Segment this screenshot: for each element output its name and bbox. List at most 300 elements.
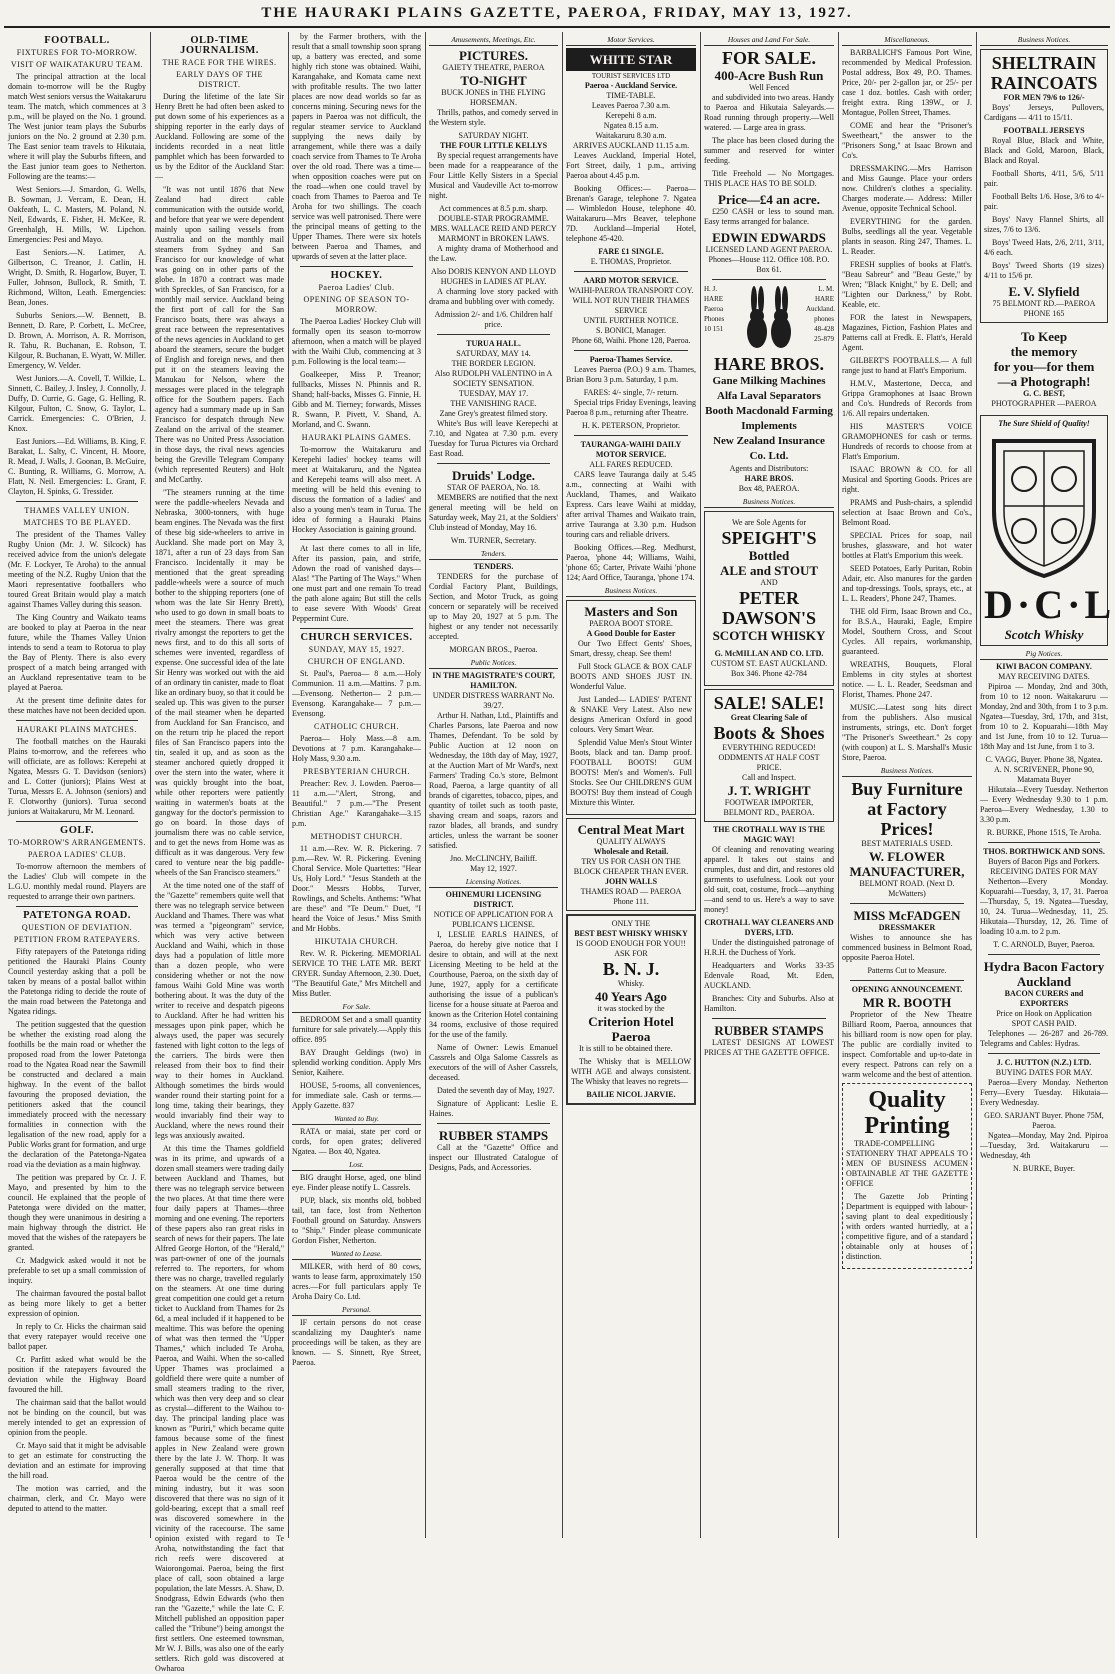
product: New Zealand Insurance Co. Ltd. bbox=[713, 435, 825, 462]
church-name: CHURCH OF ENGLAND. bbox=[307, 657, 406, 666]
meat-mart-phone: THAMES ROAD — PAEROA Phone 111. bbox=[580, 887, 682, 906]
sheltrain-name: SHELTRAIN RAINCOATS bbox=[990, 53, 1098, 93]
paragraph: Goalkeeper, Miss P. Treanor; fullbacks, Misses N. Phinnis and R. Shand; half-backs, Misses G. Finnie, H. Gibb and M. Tierney; forwards, Misses R. Swann, P. Pivett, V. Shand, A. Morland, and C. Swann. bbox=[292, 370, 421, 429]
product: Alfa Laval Separators bbox=[717, 390, 821, 402]
paragraph: Booking Offices:— Paeroa—Brenan's Garage, telephone 7. Ngatea — Wimbledon House, telephone 40. Waitakaruru—Mrs Beaver, telephone 7D. Auckland—Imperial Hotel, telephone 45-420. bbox=[566, 184, 696, 243]
act-title: THE FOUR LITTLE KELLYS bbox=[439, 141, 548, 150]
boots-heading: Boots & Shoes bbox=[713, 723, 825, 743]
signature: Jno. McCLINCHY, Bailiff. bbox=[449, 854, 538, 863]
divider bbox=[574, 435, 688, 436]
classified: BEDROOM Set and a small quantity furniture for sale privately.—Apply this office. 895 bbox=[292, 1015, 421, 1044]
subheading: VISIT OF WAIKATAKURU TEAM. bbox=[10, 60, 144, 69]
clearing: Great Clearing Sale of bbox=[730, 713, 808, 722]
price: Price—£4 an acre. bbox=[718, 192, 820, 207]
classified: MUSIC.—Latest song hits direct from the publishers. Also musical instruments, strings, etc. Don't forget "The Prisoner's Sweetheart." 2s copy (with coupon) at L. S. Marshall's Music Store, Paeroa. bbox=[842, 703, 972, 762]
signature: H. K. PETERSON, Proprietor. bbox=[582, 421, 680, 430]
timetable-row: Waitakaruru 8.30 a.m. bbox=[595, 131, 667, 140]
crothall-name: CROTHALL WAY CLEANERS AND DYERS, LTD. bbox=[704, 918, 834, 937]
dcl-sub: Scotch Whisky bbox=[1004, 627, 1084, 642]
fenced: Well Fenced bbox=[748, 83, 789, 92]
verse: At last there comes to all in life, After its passion, pain, and strife, Adown the road of vanished days— Alas! "The Parting of The Ways." When one must part and one remain To tread the path alone again; But still the cells to ease severe With Woods' Great Peppermint Cure. bbox=[292, 544, 421, 623]
paragraph: The principal attraction at the local domain to-morrow will be the Rugby match West seniors versus the Waitakaruru team. The match, which commences at 3 p.m., will be played on the No. 1 ground. The West junior team plays the Suburbs juniors on the No. 2 ground at 2.30 p.m. The East senior team travels to Hikutaia, where it will play the Suburbs fifteen, and the East junior team goes to Netherton. Following are the teams:— bbox=[8, 72, 146, 181]
signature: Wm. TURNER, Secretary. bbox=[450, 536, 537, 545]
classified: FOR the latest in Newspapers, Magazines, Fiction, Fashion Plates and Patterns call at Fredk. E. Flatt's, Herald Agent. bbox=[842, 313, 972, 352]
thames-heading: THAMES VALLEY UNION. bbox=[24, 506, 130, 515]
paragraph: East Seniors.—N. Latimer, A. Gilbertson, C. Treanor, J. Catlin, H. Wright, D. Smith, R. Hogarlow, Buyer, T. Fuller, Johnson, Bullock, R. Smith, T. Richmond, Wilton, Leath. Emergencies: Bean, Jones. bbox=[8, 248, 146, 307]
paragraph: Ngatea—Monday, May 2nd. Pipiroa—Tuesday, 3rd. Waitakaruru — Wednesday, 4th bbox=[980, 1131, 1108, 1160]
section-label: Business Notices. bbox=[704, 497, 834, 508]
church-times: Paeroa— Holy Mass.—8 a.m. Devotions at 7 p.m. Karangahake— Holy Mass, 9.30 a.m. bbox=[292, 734, 421, 763]
classified: SEED Potatoes, Early Puritan, Robin Adair, etc. Also manures for the garden and top-dressings. Tools, sprays, etc., at L. L. Readers', Phone 247, Thames. bbox=[842, 564, 972, 603]
paragraph: The King Country and Waikato teams are booked to play at Paeroa in the near future, while the Thames Valley Union intends to send a team to Rotorua to play the Bay of Plenty. There is also every prospect of a match being arranged with an Auckland representative team to be played at Paeroa. bbox=[8, 613, 146, 692]
church-times: Rev. W. R. Pickering. MEMORIAL SERVICE TO THE LATE MR. BERT CRYER. Sunday Afternoon, 2.30. Duet, "The Beautiful Gate," Mrs Mitchell and Miss Butler. bbox=[292, 949, 421, 998]
classified: H.M.V., Mastertone, Decca, and Grippa Gramophones at Isaac Brown and Co's. Hundreds of Records from 1/6. All repairs undertaken. bbox=[842, 379, 972, 418]
masters-name: Masters and Son bbox=[584, 604, 678, 619]
paragraph: The president of the Thames Valley Rugby Union (Mr. J. W. Silcock) has received advice from the union's delegate (Mr. F. Lockyer, Te Aroha) to the annual meeting of the N.Z. Rugby Union that the Maori representative footballers who toured Great Britain would play a match against Thames Valley during this season. bbox=[8, 530, 146, 609]
buyer: C. VAGG, Buyer. Phone 38, Ngatea. bbox=[985, 755, 1103, 764]
hare-brand: HARE BROS. bbox=[713, 354, 825, 374]
subheading: QUESTION OF DEVIATION. bbox=[21, 923, 133, 932]
divider bbox=[16, 906, 138, 907]
for-sale-heading: FOR SALE. bbox=[721, 48, 817, 68]
paragraph: Royal Blue, Black and White, Black and Gold, Maroon, Black, Black and Royal. bbox=[984, 136, 1104, 165]
fare: FARE £1 SINGLE. bbox=[598, 247, 664, 256]
tenders-heading: TENDERS. bbox=[473, 562, 514, 571]
aard-heading: AARD MOTOR SERVICE. bbox=[583, 276, 679, 285]
paragraph: Fifty ratepayers of the Patetonga riding petitioned the Hauraki Plains County Council yesterday asking that a poll be taken by means of a postal ballot within the Patetonga riding to decide the route of the main road between the Patetonga and Ngatea ridings. bbox=[8, 947, 146, 1016]
divider bbox=[988, 954, 1100, 955]
programme-label: DOUBLE-STAR PROGRAMME. bbox=[438, 214, 549, 223]
mcmillan: G. McMILLAN AND CO. LTD. bbox=[714, 649, 824, 658]
classified: THE old Firm, Isaac Brown and Co., for B.S.A., Hauraki, Eagle, Empire Model, Southern Cross, and Scout Cycles. All repairs, workmanship, guaranteed. bbox=[842, 607, 972, 656]
section-label: For Sale. bbox=[292, 1002, 421, 1013]
bnj-line: IS GOOD ENOUGH FOR YOU!! bbox=[576, 939, 686, 948]
signature: S. BONICI, Manager. bbox=[596, 326, 666, 335]
paragraph: To-morrow the Waitakaruru and Kerepehi ladies' hockey teams will meet at Waitakaruru, and the Ngatea and Kerepehi teams will also meet. A meeting will be held this evening to discuss the formation of a ladies' and also a young men's team in Turua. The idea of forming a Hauraki Plains Hockey Association is gaining ground. bbox=[292, 445, 421, 534]
film-desc: A charming love story packed with drama and bubbling over with comedy. bbox=[429, 287, 558, 306]
church-name: HIKUTAIA CHURCH. bbox=[314, 937, 399, 946]
quality-heading: Quality Printing bbox=[864, 1087, 950, 1139]
buyer: N. BURKE, Buyer. bbox=[1013, 1164, 1075, 1173]
dawson-name: PETER DAWSON'S bbox=[721, 588, 817, 628]
flower-addr: BELMONT ROAD. (Next D. McWatters) bbox=[859, 879, 955, 898]
classified: HOUSE, 5-rooms, all conveniences, for immediate sale. Cash or terms.—Apply Gazette. 837 bbox=[292, 1081, 421, 1110]
church-times: St. Paul's, Paeroa— 8 a.m.—Holy Communion. 11 a.m.—Mattins. 7 p.m.—Evensong. Netherton— 2 p.m.—Evensong. Karangahake— 7 p.m.—Evensong. bbox=[292, 669, 421, 718]
court-heading: IN THE MAGISTRATE'S COURT, HAMILTON. bbox=[432, 671, 555, 690]
notice: UNTIL FURTHER NOTICE. bbox=[583, 316, 679, 325]
column-rule bbox=[838, 32, 839, 1538]
bush-run: 400-Acre Bush Run bbox=[714, 68, 824, 83]
film-title: BUCK JONES in THE FLYING HORSEMAN. bbox=[441, 88, 546, 107]
paragraph: The place has been closed during the summer and reserved for winter feeding. bbox=[704, 136, 834, 165]
classified: IF certain persons do not cease scandalizing my Daughter's name proceedings will be taken, as they are known. — S. Sinnett, Rye Street, Paeroa. bbox=[292, 1318, 421, 1367]
paragraph: Full Stock GLACE & BOX CALF BOOTS AND SHOES JUST IN. Wonderful Value. bbox=[570, 662, 692, 691]
hare-contact: H. J. HARE Paeroa Phones 10 151 bbox=[704, 285, 725, 333]
paragraph: West Seniors.—J. Smardon, G. Wells, B. Sowman, J. Vercam, E. Dean, H. Oakfeath, L. C. Masters, M. Poland, N. Neil, Edwards, E. Fisher, H. McKee, R. Greenhalgh, H. Mills, W. Lipchon. Emergencies: Pesi and Mayo. bbox=[8, 185, 146, 244]
buyer: GEO. SARJANT Buyer. Phone 75M, Paeroa. bbox=[984, 1111, 1104, 1130]
paragraph: At the present time definite dates for these matches have not been decided upon. bbox=[8, 696, 146, 715]
divider bbox=[16, 821, 138, 822]
paragraph: Branches: City and Suburbs. Also at Hamilton. bbox=[704, 994, 834, 1013]
paragraph: Boys' Jerseys, Pullovers, Cardigans — 4/11 to 15/11. bbox=[984, 103, 1104, 122]
divider bbox=[574, 271, 688, 272]
divider bbox=[16, 501, 138, 502]
pictures-heading: PICTURES. bbox=[459, 48, 528, 63]
paragraph: The Gazette Job Printing Department is equipped with labour-saving plant to deal expeditiously with orders wanted hurriedly, at a competitive figure, and of a standard obtainable only at houses of distinction. bbox=[846, 1192, 968, 1261]
film-title: THE VANISHING RACE. bbox=[450, 399, 537, 408]
tonight-label: TO-NIGHT bbox=[460, 73, 527, 88]
timetable-heading: TIME-TABLE. bbox=[606, 91, 656, 100]
buyer: A. N. SCRIVENER, Phone 90, Matamata Buyer bbox=[993, 765, 1094, 784]
column-8 bbox=[980, 32, 1115, 1538]
classified: EVERYTHING for the garden. Bulbs, seedlings all the year. Vegetable plants in season. Ring 247, Thames. L. L. Reader. bbox=[842, 217, 972, 256]
hydra-cash: SPOT CASH PAID. bbox=[1011, 1019, 1077, 1028]
meat-mart-ad bbox=[566, 818, 696, 911]
kiwi-sub: MAY RECEIVING DATES. bbox=[998, 672, 1090, 681]
subheading: OPENING OF SEASON TO-MORROW. bbox=[303, 295, 410, 314]
film-title: Also RUDOLPH VALENTINO in A SOCIETY SENSATION. bbox=[434, 369, 553, 388]
column-6 bbox=[704, 32, 834, 1538]
paragraph: Under the distinguished patronage of H.R.H. the Duchess of York. bbox=[704, 938, 834, 957]
paragraph: The Whisky that is MELLOW WITH AGE and always consistent. The Whisky that leaves no regrets— bbox=[571, 1057, 691, 1086]
section-label: Personal. bbox=[292, 1305, 421, 1316]
masters-tag: A Good Double for Easter bbox=[586, 629, 676, 638]
divider bbox=[850, 980, 964, 981]
route: Paeroa - Auckland Service. bbox=[584, 81, 678, 90]
speights-line: AND bbox=[760, 578, 778, 587]
subheading: THE RACE FOR THE WIRES. bbox=[162, 58, 277, 67]
wright-ad bbox=[704, 689, 834, 822]
classified: COME and hear the "Prisoner's Sweetheart," the answer to the "Prisoners Song," at Isaac Brown and Co's. bbox=[842, 121, 972, 160]
paragraph: Booking Offices.—Reg. Medhurst, Paeroa, 'phone 44; Williams, Waihi, 'phone 65; Carter, Private Waihi 'phone 124; Aard Office, Tauranga, 'phone 174. bbox=[566, 543, 696, 582]
film-desc: Thrills, pathos, and comedy served in the Western style. bbox=[429, 108, 558, 127]
paragraph: £250 CASH or less to sound man. Easy terms arranged for balance. bbox=[704, 207, 834, 226]
paragraph: The football matches on the Hauraki Plains to-morrow, and the referees who will officiate, are as follows: Kerepehi at Ngatea, Messrs G. T. Davidson (seniors) and L. Cotter (juniors); Plains West at Turua, Messrs E. A. Johnson (seniors) and F. Clotworthy (juniors). Turua second juniors at Waitakaruru, Mr M. Leonard. bbox=[8, 737, 146, 816]
classified: GILBERT'S FOOTBALLS.— A full range just to hand at Flatt's Emporium. bbox=[842, 356, 972, 375]
paragraph: Cr. Parfitt asked what would be the position if the ratepayers favoured the deviation while the Highway Board favoured the hill. bbox=[8, 1355, 146, 1394]
bnj-town: Paeroa bbox=[611, 1029, 651, 1044]
column-rule bbox=[976, 32, 977, 1538]
hauraki-heading: HAURAKI PLAINS MATCHES. bbox=[17, 725, 137, 734]
paragraph: To-morrow afternoon the members of the Ladies' Club will compete in the L.G.U. monthly medal round. Players are requested to arrange their own partners. bbox=[8, 862, 146, 901]
slyfield-addr: 75 BELMONT RD.—PAEROA PHONE 165 bbox=[992, 299, 1096, 318]
speights-line: ALE and STOUT bbox=[719, 563, 819, 578]
hydra-price: Price on Hook on Application bbox=[996, 1009, 1092, 1018]
booth-name: MR R. BOOTH bbox=[862, 995, 952, 1010]
bnj-line: ONLY THE bbox=[611, 919, 651, 928]
column-7 bbox=[842, 32, 972, 1538]
column-1 bbox=[8, 32, 146, 1538]
hockey-heading: HOCKEY. bbox=[330, 270, 383, 281]
white-star-sub: TOURIST SERVICES LTD bbox=[591, 72, 671, 80]
mcmillan-addr: CUSTOM ST. EAST AUCKLAND. bbox=[710, 659, 828, 668]
paragraph: Leaves Paeroa (P.O.) 9 a.m. Thames, Brian Boru 3 p.m. Saturday, 1 p.m. bbox=[566, 365, 696, 384]
keep-line: —a Photograph! bbox=[997, 374, 1091, 389]
meat-mart-name: Central Meat Mart bbox=[577, 822, 685, 837]
section-label: Wanted to Lease. bbox=[292, 1249, 421, 1260]
act-desc: By special request arrangements have been made for a reappearance of the Four Little Kelly Sisters in a Special Musical and Vaudeville Act to-morrow night. bbox=[429, 151, 558, 200]
church-name: CATHOLIC CHURCH. bbox=[314, 722, 399, 731]
timetable-row: Kerepehi 8 a.m. bbox=[605, 111, 657, 120]
subheading: PAEROA LADIES' CLUB. bbox=[27, 850, 127, 859]
paragraph: Suburbs Seniors.—W. Bennett, B. Bennett, D. Rare, P. Corbett, L. McCree, D. Brown, A. Morrison, A. R. Morrison, R. Tahu, R. Buchanan, E. Robson, T. Kilgour, R. Buchanan, E. Wyatt, W. Miller. Emergency, W. Velder. bbox=[8, 311, 146, 370]
best-ad bbox=[980, 329, 1108, 409]
paragraph: Telephones — 26-287 and 26-789. Telegrams and Cables: Hydras. bbox=[980, 1029, 1108, 1048]
paragraph: West Juniors.—A. Covell, T. Wilkie, L. Sinnett, C. Bailey, J. Insley, J. Connolly, J. Duffy, D. Currie, G. Gage, G. Helling, R. Kilgour, Fulton, C. Snow, G. Taylor, L. Carrick. Emergencies: C. O'Brien, J. Knox. bbox=[8, 374, 146, 433]
paragraph: The petition was prepared by Cr. J. F. Mayo, and presented by him to the council. He explained that the people of Patetonga were divided on the matter, though they were unanimous in desiring a main highway through the district. He moved that the wishes of the ratepayers be granted. bbox=[8, 1173, 146, 1252]
dcl-logo: D·C·L bbox=[984, 582, 1115, 627]
subheading: HAURAKI PLAINS GAMES. bbox=[301, 433, 412, 442]
paragraph: Special trips Friday Evenings, leaving Paeroa 8 p.m., returning after Theatre. bbox=[566, 398, 696, 417]
paragraph: Title Freehold — No Mortgages. THIS PLACE HAS TO BE SOLD. bbox=[704, 169, 834, 188]
keep-line: for you—for them bbox=[993, 359, 1095, 374]
classified: FRESH supplies of books at Flatt's. "Beau Sabreur" and "Beau Geste," by Wren; "Black Knight," by E. Dell; and "Lighten our Darkness," by Robt. Keable, etc. bbox=[842, 260, 972, 309]
bnj-brand: BAILIE NICOL JARVIE. bbox=[586, 1090, 676, 1099]
best-sub: PHOTOGRAPHER —PAEROA bbox=[991, 399, 1097, 408]
subheading: PETITION FROM RATEPAYERS. bbox=[13, 935, 141, 944]
date: May 12, 1927. bbox=[470, 864, 517, 873]
subheading: EARLY DAYS OF THE DISTRICT. bbox=[176, 70, 263, 89]
classified: RATA or maiai, state per cord or cords, for open grates; delivered Ngatea. — Box 40, Ngatea. bbox=[292, 1127, 421, 1156]
hare-brand-2: HARE BROS. bbox=[744, 474, 794, 483]
section-label: Wanted to Buy. bbox=[292, 1114, 421, 1125]
product: Gane Milking Machines bbox=[712, 375, 826, 387]
paragraph: Arthur H. Nathan, Ltd., Plaintiffs and Charles Parsons, late Paeroa and now Thames, Defendant. To be sold by Public Auction at 12 noon on Wednesday, the 18th day of May, 1927, at the Auction Mart of Mr Ward's, next Farmers' Trading Co.'s store, Belmont Road, Paeroa, a large quantity of all brands of cigarettes, tobacco, pipes, and quantity of toilet such as tooth paste, shaving cream and soaps, razors and razor blades, all brands, and sundry articles, unless the warrant be sooner satisfied. bbox=[429, 711, 558, 850]
paragraph: TRADE-COMPELLING STATIONERY THAT APPEALS TO MEN OF BUSINESS ACUMEN OBTAINABLE AT THE GAZETTE OFFICE bbox=[846, 1139, 968, 1188]
mcfadgen-name: MISS McFADGEN bbox=[853, 908, 961, 923]
rubber-heading: RUBBER STAMPS bbox=[714, 1023, 824, 1038]
film-desc: A mighty drama of Motherhood and the Law. bbox=[429, 244, 558, 263]
keep-line: the memory bbox=[1010, 344, 1078, 359]
subheading: ALL FARES REDUCED. bbox=[589, 460, 673, 469]
saturday-label: SATURDAY NIGHT. bbox=[458, 131, 529, 140]
paragraph: Headquarters and Works 33-35 Edenvale Road, Mt. Eden, AUCKLAND. bbox=[704, 961, 834, 990]
divider bbox=[437, 334, 550, 335]
classified: WREATHS, Bouquets, Floral Emblems in city styles at shortest notice. — L. L. Reader, Seedsman and Florist, Thames. Phone 247. bbox=[842, 660, 972, 699]
meat-mart-try: TRY US FOR CASH ON THE BLOCK CHEAPER THAN EVER. bbox=[573, 857, 689, 876]
speights-pre: We are Sole Agents for bbox=[732, 518, 806, 527]
paragraph: It is still to be obtained there. bbox=[579, 1044, 673, 1053]
classified: PUP, black, six months old, bobbed tail, tan face, lost from Netherton Football ground on Saturday. Answers to "Ship." Finder please communicate Gordon Fisher, Netherton. bbox=[292, 1196, 421, 1245]
classified: BAY Draught Geldings (two) in splendid working condition. Apply Mrs Senior, Kaihere. bbox=[292, 1048, 421, 1077]
pt-heading: Paeroa-Thames Service. bbox=[589, 355, 673, 364]
signature: MORGAN BROS., Paeroa. bbox=[449, 645, 538, 654]
kiwi-heading: KIWI BACON COMPANY. bbox=[996, 662, 1092, 671]
church-heading: CHURCH SERVICES. bbox=[300, 632, 413, 643]
paragraph: by the Farmer brothers, with the result that a small township soon sprang up, a battery was erected, and some highly rich stone was obtained. Waihi, Karangahake, and Komata came next with profitable results. The two latter places are now dead worlds so far as concerns mining. Securing news for the papers in Paeroa was not difficult, the regular steamer service to Auckland supplying the news daily by arrangement, while there was a daily coach service from Thames to Te Aroha over the old road. There was a time—when opposition coaches were put on the road—when one could travel by coach from Thames to Paeroa and Te Aroha for two shillings. The coach service was well patronised. There were the principal means of getting to the Upper Thames. There were six hotels between Paeroa and Thames, and upwards of seven at the latter place. bbox=[292, 32, 421, 261]
borthwick-sub: Buyers of Bacon Pigs and Porkers. bbox=[988, 857, 1100, 866]
bnj-line: ASK FOR bbox=[614, 949, 648, 958]
paragraph: LATEST DESIGNS AT LOWEST PRICES AT THE GAZETTE OFFICE. bbox=[704, 1038, 834, 1057]
fares: FARES: 4/- single, 7/- return. bbox=[583, 388, 679, 397]
paragraph: Football Belts 1/6. Hose, 3/6 to 4/- pair. bbox=[984, 192, 1104, 211]
dressmaker: DRESSMAKER bbox=[878, 923, 936, 932]
paragraph: Hikutaia—Every Tuesday. Netherton — Every Wednesday 9.30 to 1 p.m. Paeroa—Every Wednesday, 1.30 to 3.30 p.m. bbox=[980, 785, 1108, 824]
subheading: TO-MORROW'S ARRANGEMENTS. bbox=[8, 838, 146, 847]
paragraph: Cr. Madgwick asked would it not be preferable to set up a small commission of inquiry. bbox=[8, 1256, 146, 1285]
church-times: 11 a.m.—Rev. W. R. Pickering. 7 p.m.—Rev. W. R. Pickering. Evening Choral Service. Mole Quartettes: "Hear Us, Holy Lord." "Jesus Standeth at the Door." Messrs Hobbs, Turver, Rowlings, and Schelts. Anthems: "What are these" and "Te Deum." Duet, "I heard the Voice of Jesus." Miss Smith and Mr Hobbs. bbox=[292, 844, 421, 933]
reduced: EVERYTHING REDUCED! bbox=[722, 743, 816, 752]
paragraph: During the lifetime of the late Sir Henry Brett he had often been asked to put down some of his experiences as a shipping reporter in the early days of Auckland. Following are some of the incidents recorded in a neat little pamphlet which has been forwarded to us by the Editor of the Auckland Star:— bbox=[155, 92, 284, 181]
paragraph: "The steamers running at the time were the paddle-wheelers Nevada and Nebraska, 3000-tonners, with huge beam engines. The Nevada was the first of these big side-wheelers to arrive in Auckland. She made port on May 3, 1871, after a run of 23 days from San Francisco. Incidentally it may be mentioned that the great spreading paddle-wheels were a source of much bother to the shipping reporters (one of whom was the late Sir Henry Brett), who used to go down in small boats to meet the steamers. There was great rivalry amongst the reporters to get the news first, and to do this all sorts of schemes were invented, regardless of expense. One successful idea of the late Sir Henry was worked out with the aid of an ordinary tin canister, made to float like an ordinary buoy, so that it could be sealed up. This was given to the purser of the mail steamer when he departed from Auckland for San Francisco, and on the return trip he placed the report files of San Francisco papers into the tin, sealed it up, and as soon as the steamer anchored quietly dropped it over the stern into the water, where it was quickly brought into the boat, while other reporters were patiently waiting in watermen's boats at the gangway for the doctor's permission to go on board. In those days of journalism there was no cable service, and to get the news from Home was as difficult as it was dangerous. Very few cared to venture near the big paddle-wheels of the San Francisco steamers." bbox=[155, 488, 285, 877]
bus-notice: White's Bus will leave Kerepechi at 7.10, and Ngatea at 7.30 p.m. every Tuesday for Turua Pictures via Orchard East Road. bbox=[429, 419, 558, 458]
sheltrain-sub: FOR MEN 79/6 to 126/- bbox=[1003, 93, 1085, 102]
church-name: METHODIST CHURCH. bbox=[310, 832, 403, 841]
theatre-name: GAIETY THEATRE, PAEROA bbox=[442, 63, 545, 72]
section-label: Business Notices. bbox=[842, 766, 972, 777]
speights-name: SPEIGHT'S bbox=[721, 528, 817, 548]
section-label: Pig Notices. bbox=[980, 649, 1108, 660]
agent-title: LICENSED LAND AGENT PAEROA. bbox=[705, 245, 833, 254]
meat-mart-owner: JOHN WALLS bbox=[604, 877, 658, 886]
product: Booth Macdonald Farming Implements bbox=[705, 405, 833, 432]
journalism-heading: OLD-TIME JOURNALISM. bbox=[180, 35, 259, 56]
crothall-heading: THE CROTHALL WAY IS THE MAGIC WAY! bbox=[712, 825, 826, 844]
divider bbox=[437, 1123, 550, 1124]
paragraph: Name of Owner: Lewis Emanuel Cassrels and Olga Salome Cassrels as executors of the will of Asher Cassrels, deceased. bbox=[429, 1043, 558, 1082]
speights-line: Bottled bbox=[748, 548, 790, 563]
section-label: Business Notices. bbox=[980, 35, 1108, 46]
hare-contact: L. M. HARE Auckland. phones 48-428 25-879 bbox=[806, 285, 835, 343]
church-date: SUNDAY, MAY 15, 1927. bbox=[308, 645, 405, 654]
column-2 bbox=[155, 32, 285, 1673]
masters-ad bbox=[566, 600, 696, 815]
speights-ad bbox=[704, 511, 834, 686]
paragraph: MEMBERS are notified that the next general meeting will be held on Saturday week, May 21, at the Soldiers' Club instead of Monday, May 16. bbox=[429, 493, 558, 532]
column-5 bbox=[566, 32, 696, 1538]
section-label: Licensing Notices. bbox=[429, 877, 558, 888]
divider bbox=[850, 903, 964, 904]
masthead: THE HAURAKI PLAINS GAZETTE, PAEROA, FRIDAY, MAY 13, 1927. bbox=[261, 5, 853, 21]
section-label: Public Notices. bbox=[429, 658, 558, 669]
golf-heading: GOLF. bbox=[60, 825, 94, 836]
section-label: Tenders. bbox=[429, 549, 558, 560]
timetable-row: Leaves Paeroa 7.30 a.m. bbox=[591, 101, 671, 110]
agents-label: Agents and Distributors: bbox=[729, 464, 809, 473]
classified: SPECIAL Prices for soap, nail brushes, glassware, and hot water bottles at Flatt's Emporium this week. bbox=[842, 531, 972, 560]
hydra-heading: Hydra Bacon Factory Auckland bbox=[983, 959, 1105, 989]
paragraph: CARS leave Tauranga daily at 5.45 a.m., connecting at Waihi with Auckland, Thames, and Waikato Express. Cars leave Waihi at midday, after arrival Thames and Waikato train, arrive Tauranga at 3.30 p.m. Hudson touring cars and reliable drivers. bbox=[566, 470, 696, 539]
paragraph: Call at the "Gazette" Office and inspect our Illustrated Catalogue of Designs, Pads, and Accessories. bbox=[429, 1143, 558, 1172]
film-title: THE BORDER LEGION. bbox=[451, 359, 536, 368]
masters-sub: PAEROA BOOT STORE. bbox=[589, 619, 673, 628]
wright-name: J. T. WRIGHT bbox=[727, 783, 811, 798]
paragraph: Netherton—Every Monday. Kopuarahi—Tuesday, 3, 17, 31. Paeroa—Thursday, 5, 19. Ngatea—Tuesday, 10, 24. Turua—Wednesday, 11, 25. Hikutaia—Thursday, 12, 26. Time of loading 10 a.m. to 2 p.m. bbox=[980, 877, 1108, 936]
paragraph: The petition suggested that the question be whether the existing road along the foothills be the main road or whether the proposed road from the lower Patetonga road to the Ngatea Road near the Sawmill be constructed and declared a main highway. In the event of the ballot favouring the proposed deviation, the petitioners asked that the council immediately proceed with the necessary formalities in connection with the legalisation of the new road, apply for a Public Works grant for formation, and urge the declaration of the Patetonga-Ngatea road via the deviation as a main highway. bbox=[8, 1020, 146, 1169]
divider bbox=[574, 350, 688, 351]
flower-name: W. FLOWER MANUFACTURER, bbox=[849, 849, 965, 879]
patetonga-heading: PATETONGA ROAD. bbox=[23, 910, 131, 921]
timetable-row: ARRIVES AUCKLAND 11.15 a.m. bbox=[572, 141, 690, 150]
best-name: G. C. BEST, bbox=[1023, 389, 1065, 398]
film-title: MRS. WALLACE REID AND PERCY MARMONT in BROKEN LAWS. bbox=[430, 224, 557, 243]
paragraph: Proprietor of the New Theatre Billiard Room, Paeroa, announces that his billiard room is now open for play. The public are cordially invited to inspect. Comfortable and up-to-date in every respect. Patrons can rely on a warm welcome and the best of attention. bbox=[842, 1010, 972, 1079]
masthead-rule bbox=[4, 26, 1110, 28]
materials: BEST MATERIALS USED. bbox=[861, 839, 953, 848]
paragraph: I, LESLIE EARLS HAINES, of Paeroa, do hereby give notice that I desire to obtain, and will at the next Licensing Meeting to be held at the Courthouse, Paeroa, on the sixth day of June, 1927, apply for a certificate authorising the issue of a publican's license for a house situate at Paeroa and known as the Criterion Hotel containing 34 rooms, exclusive of those required for the use of the family. bbox=[429, 930, 558, 1039]
call: Call and Inspect. bbox=[742, 773, 796, 782]
section-label: Houses and Land For Sale. bbox=[704, 35, 834, 46]
paragraph: At this time the Thames goldfield was in its prime, and upwards of a dozen small steamers were trading daily between Auckland and Thames, but there was no telegraph service between the two places. At that time there were four daily papers at Thames—three morning and one evening. The reporters of these papers also ran great risks in search of news for their papers. The late Alfred George Horton, of the "Herald," was part-owner of one of the journals referred to. The reporters, for whom there was no charge, travelled regularly on the steamers. At one time during great competition one could get a return ticket to Auckland from Thames for 2s 6d, a meal included if it happened to be mealtime. This was before the opening of what was then termed the "Upper Thames," which included Te Aroha, Paeroa, and Waihi. When the so-called Upper Thames was proclaimed a goldfield there were quite a number of small steamers trading to the river, which was then very deep and so clear as crystal—different to the Waihou to-day. The principal landing place was known as "Puriri," which became quite famous because some of the finest apples in New Zealand were grown there by the late J. W. Thorp. It was generally supposed at that time that Paeroa would be the centre of the mining industry, but it was soon discovered that there was no sign of it gold-bearing, except that a small reef was discovered somewhere in the vicinity of the racecourse. The same opinion existed with regard to Te Aroha, notwithstanding the fact that rich reefs were discovered at Waiorongomai. Paeroa, being the first place of call, soon obtained a large population, the late Messrs. A. Shaw, D. Snodgrass, Edwin Edwards (who then ran the "Gazette," while the late C. F. Mitchell published an opposition paper called the "Tribune") being amongst the first settlers. One esteemed townsman, Mr W. J. Bills, was also one of the early settlers. Rich gold was discovered at Owharoa bbox=[155, 1144, 284, 1673]
licensing-heading: OHINEMURI LICENSING DISTRICT. bbox=[445, 890, 542, 909]
column-rule bbox=[700, 32, 701, 1538]
bnj-line: it was stocked by the bbox=[597, 1004, 665, 1013]
classified: DRESSMAKING.—Mrs Harrison and Miss Gaunge. Place your orders now. Children's clothes a speciality. Charges moderate.— Address: Miller Avenue, opposite Technical School. bbox=[842, 164, 972, 213]
dawson-line: SCOTCH WHISKY bbox=[712, 628, 826, 643]
wright-sub: FOOTWEAR IMPORTER, BELMONT RD., PAEROA. bbox=[723, 798, 815, 817]
subheading: FIXTURES FOR TO-MORROW. bbox=[16, 48, 138, 57]
section-label: Miscellaneous. bbox=[842, 35, 972, 46]
column-rule bbox=[425, 32, 426, 1538]
hare-header bbox=[704, 284, 834, 354]
mcmillan-ph: Box 346. Phone 42-784 bbox=[731, 669, 807, 678]
paragraph: Paeroa—Every Monday. Netherton Ferry—Every Tuesday. Hikutaia—Every Wednesday. bbox=[980, 1078, 1108, 1107]
agent-phones: Phones—House 112. Office 108. P.O. Box 61. bbox=[708, 255, 830, 274]
paragraph: Pipiroa — Monday, 2nd and 30th, from 10 to 12 noon. Waitakaruru — Monday, 2nd and 30th, from 1 to 3 p.m. Ngatea—Tuesday, 3rd, 17th, and 31st, from 10 to 2. Kopuarahi—18th May and 1st June, from 10 to 12. Turua—18th May and 1st June, from 1 to 3. bbox=[980, 682, 1108, 751]
column-rule bbox=[150, 32, 151, 1538]
paragraph: Our Two Effect Gents' Shoes, Smart, dressy, cheap. See them! bbox=[570, 639, 692, 658]
furniture-heading: Buy Furniture at Factory Prices! bbox=[851, 779, 963, 839]
paragraph: TENDERS for the purchase of Cordial Factory Plant, Buildings, Section, and Motor Truck, as going concern or separately will be received up to May 20, 1927 at 5 p.m. The highest or any tender not necessarily accepted. bbox=[429, 572, 558, 641]
paragraph: Boys' Tweed Shorts (19 sizes) 4/11 to 15/6 pr. bbox=[984, 261, 1104, 280]
hare-icon bbox=[737, 284, 801, 354]
agent-name: EDWIN EDWARDS bbox=[712, 230, 826, 245]
slyfield: E. V. Slyfield bbox=[1008, 284, 1080, 299]
date: SATURDAY, MAY 14. bbox=[456, 349, 531, 358]
notice: WILL NOT RUN THEIR THAMES SERVICE bbox=[572, 296, 690, 315]
divider bbox=[437, 463, 550, 464]
divider bbox=[300, 266, 413, 267]
buyer: T. C. ARNOLD, Buyer, Paeroa. bbox=[993, 940, 1095, 949]
hydra-sub: BACON CURERS and EXPORTERS bbox=[1004, 989, 1084, 1008]
paragraph: In reply to Cr. Hicks the chairman said that every ratepayer would receive one ballot paper. bbox=[8, 1322, 146, 1351]
paragraph: Just Landed— LADIES' PATENT & SNAKE Very Latest. Also new designs American Oxford in good colours. Very Smart Wear. bbox=[570, 695, 692, 734]
sale-heading: SALE! SALE! bbox=[713, 693, 825, 713]
subheading: NOTICE OF APPLICATION FOR A PUBLICAN'S LICENSE. bbox=[433, 910, 554, 929]
column-3 bbox=[292, 32, 421, 1538]
bnj-line: Whisky. bbox=[617, 979, 645, 988]
classified: HIS MASTER'S VOICE GRAMOPHONES for cash or terms. Hundreds of records to choose from at Flatt's Emporium. bbox=[842, 422, 972, 461]
quality-printing-ad bbox=[842, 1083, 972, 1269]
divider bbox=[988, 1053, 1100, 1054]
paragraph: Wishes to announce she has commenced business in Belmont Road, opposite Paeroa Hotel. bbox=[842, 933, 972, 962]
patterns: Patterns Cut to Measure. bbox=[867, 966, 947, 975]
paragraph: and subdivided into two areas. Handy to Paeroa and Hikutaia Saleyards.—Road running through property.—Well watered. — Large area in grass. bbox=[704, 93, 834, 132]
bnj-line: BEST BEST WHISKY WHISKY bbox=[574, 929, 688, 938]
warrant: UNDER DISTRESS WARRANT No. 39/27. bbox=[432, 691, 555, 710]
classified: BIG draught Horse, aged, one blind eye. Finder please notify L. Cassrels. bbox=[292, 1173, 421, 1192]
bnj-ad bbox=[566, 914, 696, 1105]
film-desc: Zane Grey's greatest filmed story. bbox=[439, 409, 548, 418]
paragraph: Cr. Mayo said that it might be advisable to get an estimate for constructing the deviation and an estimate for improving the hill road. bbox=[8, 1441, 146, 1480]
film-title: Also DORIS KENYON AND LLOYD HUGHES in LADIES AT PLAY. bbox=[431, 267, 556, 286]
route: WAIHI-PAEROA TRANSPORT COY. bbox=[568, 286, 694, 295]
church-name: PRESBYTERIAN CHURCH. bbox=[303, 767, 410, 776]
shield-text: The Sure Shield of Quality! bbox=[998, 419, 1090, 428]
keep-line: To Keep bbox=[1020, 329, 1068, 344]
shield-icon bbox=[984, 431, 1104, 581]
classified: ISAAC BROWN & CO. for all Musical and Sporting Goods. Prices are right. bbox=[842, 465, 972, 494]
football-heading: FOOTBALL. bbox=[44, 35, 110, 46]
lodge-name: STAR OF PAEROA, No. 18. bbox=[446, 483, 541, 492]
section-label: Amusements, Meetings, Etc. bbox=[429, 35, 558, 46]
classified: PRAMS and Push-chairs, a splendid selection at Isaac Brown and Co's., Belmont Road. bbox=[842, 498, 972, 527]
column-4 bbox=[429, 32, 558, 1538]
paragraph: Of cleaning and renovating wearing apparel. It takes out stains and crumples, dust and dirt, and restores old garments to usefulness. Look out your old suit, coat, costume, frock—anything—and send to us. Here's a way to save money! bbox=[704, 845, 834, 914]
section-label: Business Notices. bbox=[566, 586, 696, 597]
divider bbox=[712, 279, 826, 280]
meat-mart-w: Wholesale and Retail. bbox=[593, 847, 669, 856]
